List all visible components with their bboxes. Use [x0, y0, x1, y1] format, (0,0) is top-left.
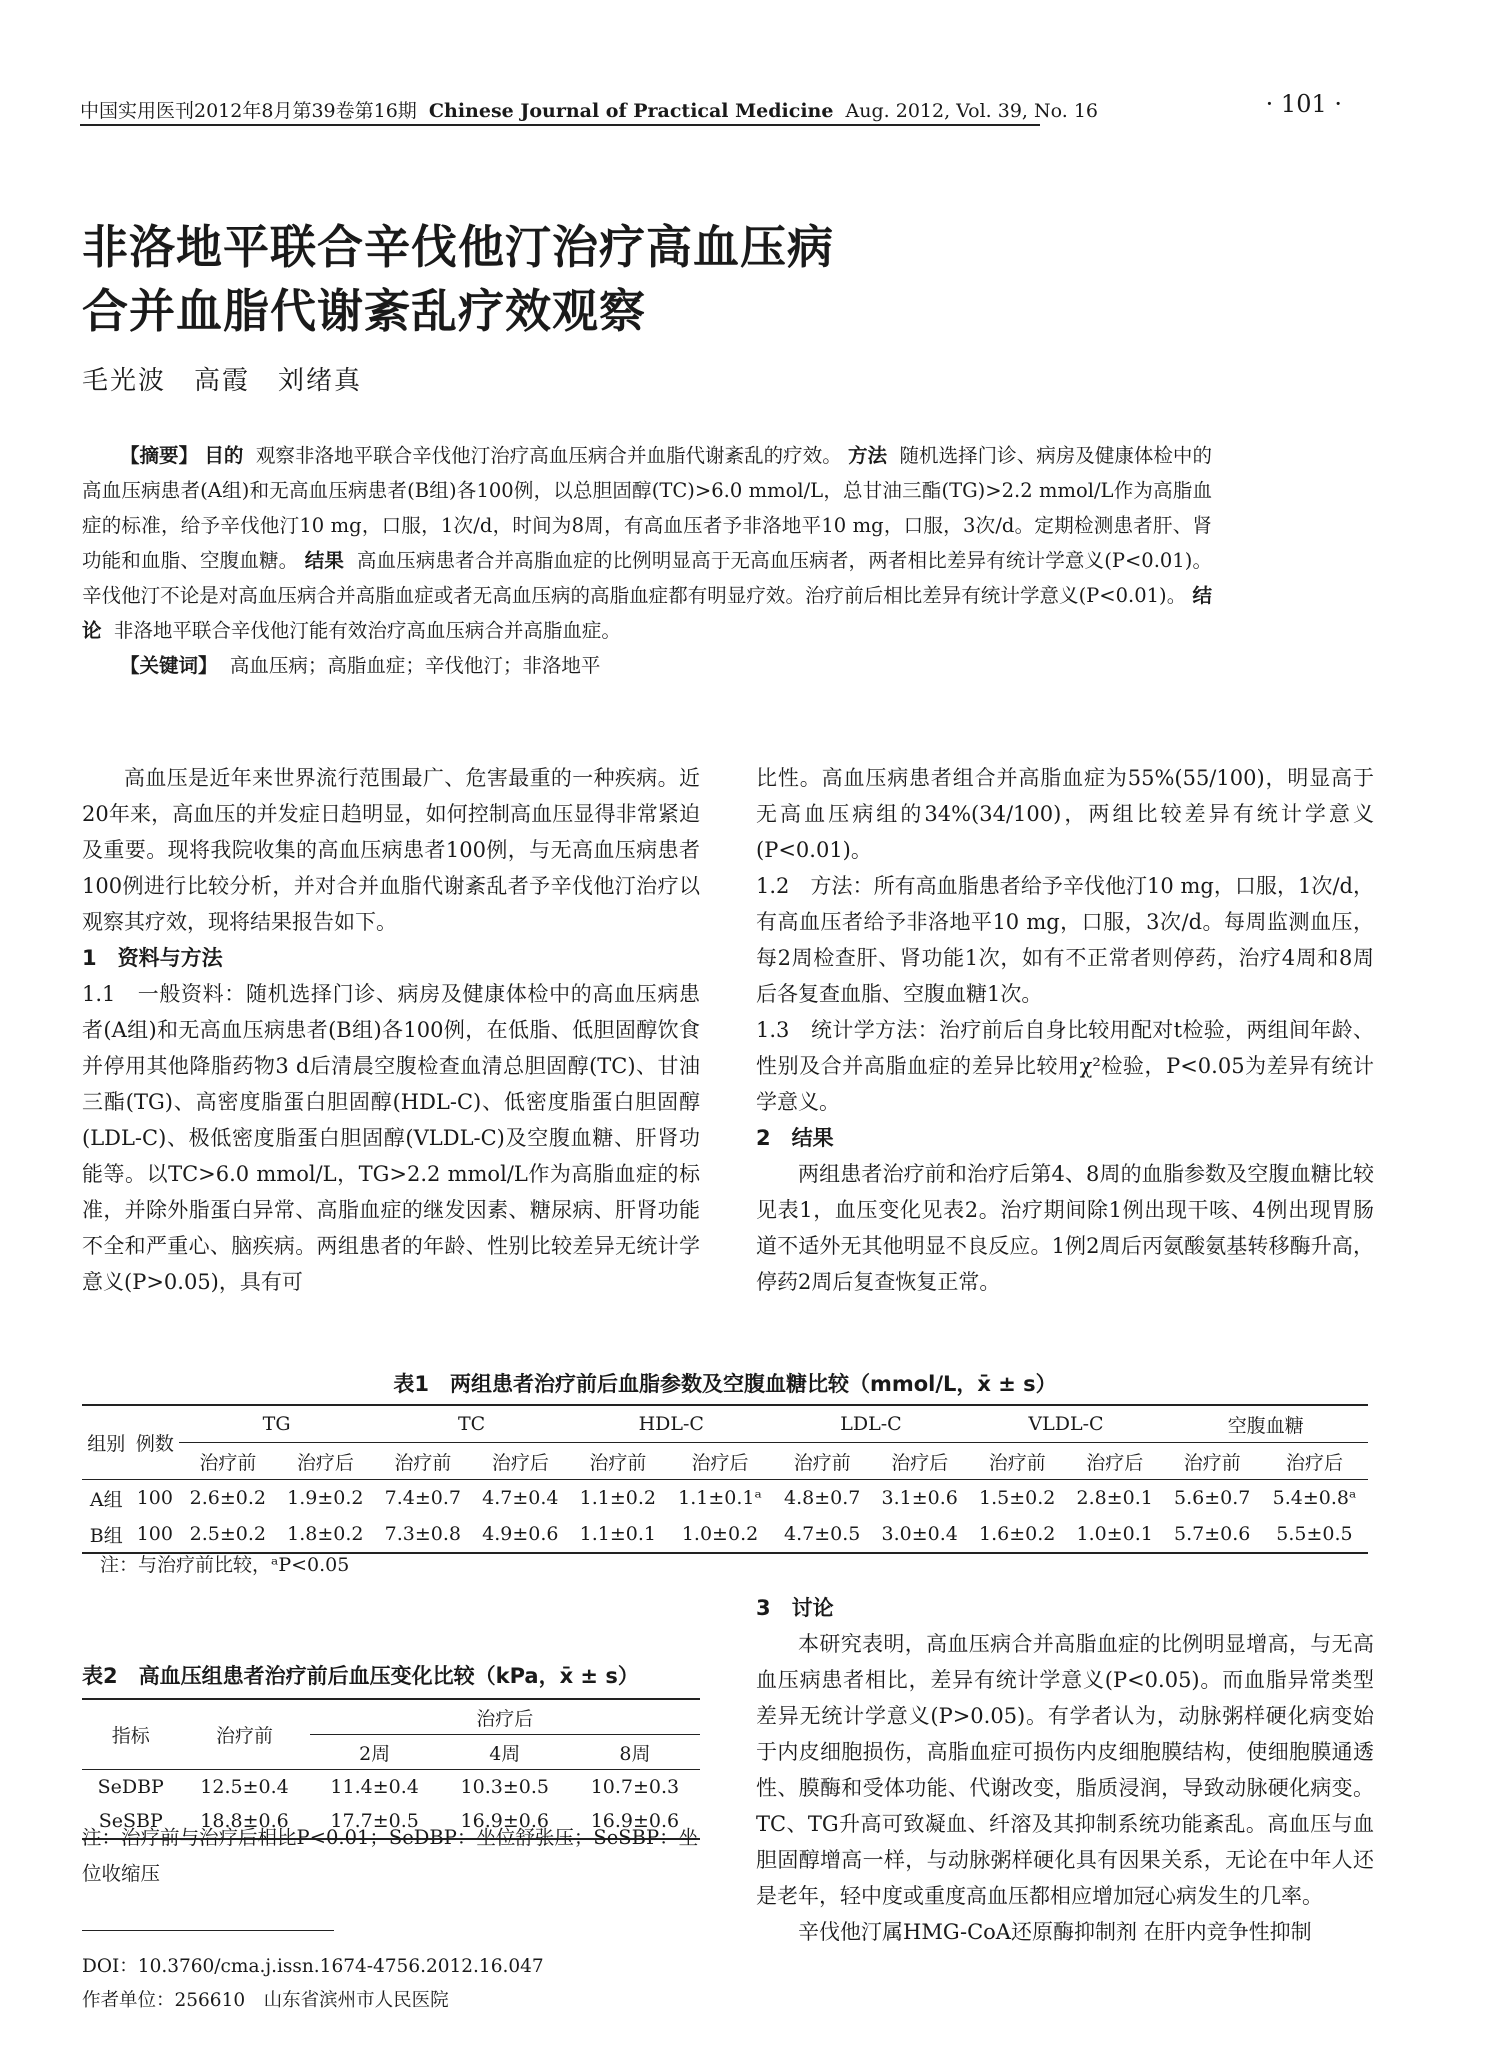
results-paragraph: 两组患者治疗前和治疗后第4、8周的血脂参数及空腹血糖比较见表1，血压变化见表2。治疗期间除1例出现干咳、4例出现胃肠道不适外无其他明显不良反应。1例2周后丙氨酸氨基转移酶升高，停药2周后复查恢复正常。	[756, 1162, 1374, 1294]
col-hdl: HDL-C	[569, 1405, 773, 1443]
page-number: · 101 ·	[1265, 90, 1342, 118]
table-1-grid	[82, 1404, 1368, 1554]
conclusion-text: 非洛地平联合辛伐他汀能有效治疗高血压病合并高脂血症。	[113, 619, 621, 642]
col-before: 治疗前	[179, 1443, 277, 1480]
methods-text: 随机选择门诊、病房及健康体检中的高血压病患者(A组)和无高血压病患者(B组)各100例，以总胆固醇(TC)>6.0 mmol/L，总甘油三酯(TG)>2.2 mmol/L作为高脂血症的标准，给予辛伐他汀10 mg，口服，1次/d，时间为8周，有高血压者予非洛地平10 mg，口服，3次/d。定期检测患者肝、肾功能和血脂、空腹血糖。	[82, 444, 1212, 572]
cell: 1.1±0.1	[579, 1523, 657, 1545]
cell-index: SeDBP	[97, 1776, 164, 1798]
col-tc: TC	[374, 1405, 569, 1443]
col-before: 治疗前	[773, 1443, 871, 1480]
abstract-body	[82, 438, 1212, 648]
objective-text: 观察非洛地平联合辛伐他汀治疗高血压病合并血脂代谢紊乱的疗效。	[255, 444, 842, 467]
col-after: 治疗后	[1261, 1443, 1368, 1480]
cell-group: B组	[89, 1524, 123, 1547]
title-line-1: 非洛地平联合辛伐他汀治疗高血压病	[82, 220, 834, 274]
section-1-1-continued: 比性。高血压病患者组合并高脂血症为55%(55/100)，明显高于无高血压病组的34%(34/100)，两组比较差异有统计学意义(P<0.01)。	[756, 766, 1374, 862]
col-vldl: VLDL-C	[968, 1405, 1163, 1443]
section-3-heading: 3 讨论	[756, 1596, 834, 1620]
cell-n: 100	[136, 1487, 173, 1509]
table-1-header-row-2	[82, 1443, 1368, 1480]
discussion-paragraph-1: 本研究表明，高血压病合并高脂血症的比例明显增高，与无高血压病患者相比，差异有统计学意义(P<0.05)。而血脂异常类型差异无统计学意义(P>0.05)。有学者认为，动脉粥样硬化病变始于内皮细胞损伤，高脂血症可损伤内皮细胞膜结构，使细胞膜通透性、膜酶和受体功能、代谢改变，脂质浸润，导致动脉硬化病变。TC、TG升高可致凝血、纤溶及其抑制系统功能紊乱。高血压与血胆固醇增高一样，与动脉粥样硬化具有因果关系，无论在中年人还是老年，轻中度或重度高血压都相应增加冠心病发生的几率。	[756, 1632, 1374, 1908]
col-before: 治疗前	[569, 1443, 667, 1480]
cell: 5.6±0.7	[1174, 1487, 1251, 1509]
cell: 2.8±0.1	[1076, 1487, 1153, 1509]
journal-line	[80, 96, 1098, 123]
col-after: 治疗后	[277, 1443, 375, 1480]
footnote	[82, 1950, 544, 2018]
table-row	[82, 1516, 1368, 1553]
discussion-paragraph-2: 辛伐他汀属HMG-CoA还原酶抑制剂 在肝内竞争性抑制	[798, 1920, 1312, 1944]
section-1-3: 1.3 统计学方法：治疗前后自身比较用配对t检验，两组间年龄、性别及合并高脂血症的差异比较用χ²检验，P<0.05为差异有统计学意义。	[756, 1018, 1374, 1114]
table-1	[82, 1368, 1368, 1554]
cell: 2.6±0.2	[189, 1487, 267, 1509]
results-text: 高血压病患者合并高脂血症的比例明显高于无高血压病者，两者相比差异有统计学意义(P<0.01)。辛伐他汀不论是对高血压病合并高脂血症或者无高血压病的高脂血症都有明显疗效。治疗前后相比差异有统计学意义(P<0.01)。	[82, 549, 1212, 607]
cell: 16.9±0.6	[590, 1810, 680, 1832]
body-column-right	[756, 760, 1374, 1300]
col-after: 治疗后	[472, 1443, 570, 1480]
journal-name-cn: 中国实用医刊2012年8月第39卷第16期	[80, 100, 417, 122]
running-header	[80, 90, 1342, 136]
col-before: 治疗前	[1163, 1443, 1261, 1480]
journal-issue-en: Aug. 2012, Vol. 39, No. 16	[845, 100, 1098, 122]
col-index: 指标	[82, 1699, 179, 1770]
col-n: 例数	[131, 1405, 180, 1480]
cell: 10.7±0.3	[590, 1776, 680, 1798]
cell: 4.7±0.4	[482, 1487, 559, 1509]
col-before: 治疗前	[179, 1699, 309, 1770]
cell: 5.7±0.6	[1174, 1523, 1251, 1545]
col-after: 治疗后	[1066, 1443, 1164, 1480]
cell: 4.8±0.7	[784, 1487, 861, 1509]
conclusion-label: 结论	[82, 584, 1213, 642]
body-column-left	[82, 760, 700, 1300]
table-1-note: 注：与治疗前比较，ᵃP<0.05	[100, 1554, 350, 1576]
col-ldl: LDL-C	[773, 1405, 968, 1443]
col-week-8: 8周	[570, 1735, 700, 1770]
footnote-rule	[82, 1930, 334, 1931]
col-before: 治疗前	[374, 1443, 472, 1480]
cell: 7.3±0.8	[384, 1523, 462, 1545]
col-fbg: 空腹血糖	[1163, 1405, 1368, 1443]
table-2	[82, 1660, 700, 1840]
cell: 4.9±0.6	[482, 1523, 559, 1545]
cell: 1.5±0.2	[979, 1487, 1056, 1509]
cell: 5.5±0.5	[1276, 1523, 1353, 1545]
cell: 1.1±0.1ᵃ	[678, 1487, 762, 1509]
section-2-heading: 2 结果	[756, 1126, 834, 1150]
cell: 17.7±0.5	[330, 1810, 419, 1832]
section-1-1: 1.1 一般资料：随机选择门诊、病房及健康体检中的高血压病患者(A组)和无高血压病患者(B组)各100例，在低脂、低胆固醇饮食并停用其他降脂药物3 d后清晨空腹检查血清总胆固醇(TC)、甘油三酯(TG)、高密度脂蛋白胆固醇(HDL-C)、低密度脂蛋白胆固醇(LDL-C)、极低密度脂蛋白胆固醇(VLDL-C)及空腹血糖、肝肾功能等。以TC>6.0 mmol/L，TG>2.2 mmol/L作为高脂血症的标准，并除外脂蛋白异常、高脂血症的继发因素、糖尿病、肝肾功能不全和严重心、脑疾病。两组患者的年龄、性别比较差异无统计学意义(P>0.05)，具有可	[82, 982, 700, 1294]
results-label: 结果	[304, 549, 345, 572]
cell-index: SeSBP	[98, 1810, 163, 1832]
cell: 10.3±0.5	[460, 1776, 549, 1798]
header-rule	[80, 124, 1040, 126]
cell: 1.0±0.2	[681, 1523, 759, 1545]
objective-label: 目的	[204, 444, 244, 467]
cell-group: A组	[89, 1488, 123, 1511]
section-1-2: 1.2 方法：所有高血脂患者给予辛伐他汀10 mg，口服，1次/d，有高血压者给予非洛地平10 mg，口服，3次/d。每周监测血压，每2周检查肝、肾功能1次，如有不正常者则停药，治疗4周和8周后各复查血脂、空腹血糖1次。	[756, 874, 1374, 1006]
keywords-label: 【关键词】	[120, 654, 218, 677]
abstract	[82, 438, 1212, 683]
cell-n: 100	[136, 1523, 173, 1545]
intro-paragraph: 高血压是近年来世界流行范围最广、危害最重的一种疾病。近20年来，高血压的并发症日趋明显，如何控制高血压显得非常紧迫及重要。现将我院收集的高血压病患者100例，与无高血压病患者100例进行比较分析，并对合并血脂代谢紊乱者予辛伐他汀治疗以观察其疗效，现将结果报告如下。	[82, 766, 700, 934]
authors: 毛光波 高霞 刘绪真	[82, 366, 363, 396]
table-1-header-row-1	[82, 1405, 1368, 1443]
section-1-heading: 1 资料与方法	[82, 946, 223, 970]
cell: 3.0±0.4	[881, 1523, 958, 1545]
journal-name-en: Chinese Journal of Practical Medicine	[428, 100, 834, 122]
cell: 1.0±0.1	[1076, 1523, 1153, 1545]
keywords-text: 高血压病；高脂血症；辛伐他汀；非洛地平	[229, 654, 601, 677]
table-2-header-row-1	[82, 1699, 700, 1735]
discussion-section	[756, 1590, 1374, 1950]
table-row	[82, 1480, 1368, 1517]
cell: 4.7±0.5	[784, 1523, 861, 1545]
article-title	[82, 215, 834, 343]
title-line-2: 合并血脂代谢紊乱疗效观察	[82, 284, 646, 338]
col-after: 治疗后	[310, 1699, 700, 1735]
col-tg: TG	[179, 1405, 374, 1443]
col-after: 治疗后	[667, 1443, 774, 1480]
col-week-2: 2周	[310, 1735, 440, 1770]
cell: 1.8±0.2	[287, 1523, 364, 1545]
cell: 1.6±0.2	[979, 1523, 1056, 1545]
cell: 1.9±0.2	[287, 1487, 364, 1509]
abstract-label: 【摘要】	[120, 444, 199, 467]
cell: 18.8±0.6	[200, 1810, 289, 1832]
cell: 12.5±0.4	[200, 1776, 289, 1798]
table-row	[82, 1770, 700, 1805]
cell: 1.1±0.2	[579, 1487, 657, 1509]
cell: 3.1±0.6	[881, 1487, 958, 1509]
cell: 11.4±0.4	[330, 1776, 419, 1798]
table-2-note: 注：治疗前与治疗后相比P<0.01；SeDBP：坐位舒张压；SeSBP：坐位收缩压	[82, 1826, 699, 1885]
table-2-grid	[82, 1698, 700, 1840]
cell: 16.9±0.6	[460, 1810, 549, 1832]
table-2-caption: 表2 高血压组患者治疗前后血压变化比较（kPa，x̄ ± s）	[82, 1664, 639, 1688]
methods-label: 方法	[848, 444, 888, 467]
col-group: 组别	[82, 1405, 131, 1480]
doi: DOI：10.3760/cma.j.issn.1674-4756.2012.16.047	[82, 1956, 544, 1977]
cell: 7.4±0.7	[384, 1487, 462, 1509]
col-before: 治疗前	[968, 1443, 1066, 1480]
table-1-caption: 表1 两组患者治疗前后血脂参数及空腹血糖比较（mmol/L，x̄ ± s）	[393, 1372, 1057, 1396]
keywords-line	[82, 648, 1212, 683]
col-after: 治疗后	[871, 1443, 969, 1480]
author-unit: 作者单位：256610 山东省滨州市人民医院	[82, 1990, 449, 2011]
col-week-4: 4周	[440, 1735, 570, 1770]
cell: 2.5±0.2	[189, 1523, 267, 1545]
cell: 5.4±0.8ᵃ	[1272, 1487, 1357, 1509]
